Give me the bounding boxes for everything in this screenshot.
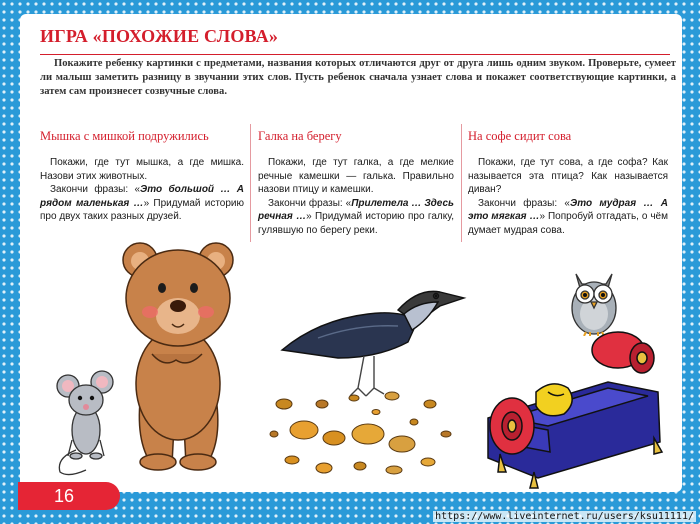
column-paragraph: Покажи, где тут мышка, а где мишка. Назови этих животных. [40, 157, 244, 182]
book-page [20, 14, 682, 492]
column-jackdaw [258, 129, 454, 237]
phrase-tail: » Попробуй отгадать, о чём думает мудрая сова. [468, 211, 668, 236]
mouse-illustration [46, 360, 122, 478]
column-paragraph: Покажи, где тут галка, а где мелкие речные камешки — галька. Правильно назови птицу и камешки. [258, 157, 454, 195]
bear-illustration [112, 236, 244, 474]
pebbles-illustration [264, 374, 460, 484]
intro-paragraph: Покажите ребенку картинки с предметами, названия которых отличаются друг от друга лишь одним звуком. Проверьте, сумеет ли малыш заметить разницу в звучании этих слов. Пусть ребенок сначала узнает слова и покажет соответствующие картинки, а затем сам произнесет созвучные слова. [40, 58, 676, 97]
column-owl-sofa [468, 129, 668, 237]
column-title: На софе сидит сова [468, 129, 572, 143]
phrase-lead: Закончи фразы: « [478, 197, 570, 209]
phrase-tail: » Придумай историю про галку, гулявшую по берегу реки. [258, 211, 454, 236]
column-bear-mouse [40, 129, 244, 224]
footer-url: https://www.liveinternet.ru/users/ksu11111/ [435, 511, 694, 522]
phrase-bold: Это большой … А рядом маленькая … [40, 184, 244, 209]
column-paragraph: Покажи, где тут сова, а где софа? Как называется эта птица? Как называется диван? [468, 157, 668, 195]
phrase-lead: Закончи фразы: « [50, 184, 141, 195]
phrase-lead: Закончи фразы: « [268, 197, 352, 209]
column-title: Галка на берегу [258, 129, 342, 143]
page-number-badge: 16 [18, 482, 120, 510]
column-divider [250, 124, 251, 242]
column-divider [461, 124, 462, 242]
title-divider [40, 54, 670, 55]
column-title: Мышка с мишкой подружились [40, 129, 209, 143]
column-paragraph [468, 197, 668, 238]
page-title: ИГРА «ПОХОЖИЕ СЛОВА» [40, 26, 279, 46]
phrase-tail: » Придумай историю про двух таких разных друзей. [40, 197, 244, 222]
column-paragraph [40, 183, 244, 224]
phrase-bold: Прилетела … Здесь речная … [258, 197, 454, 222]
phrase-bold: Это мудрая … А это мягкая … [468, 197, 668, 222]
sofa-illustration [478, 322, 674, 492]
column-paragraph [258, 197, 454, 238]
